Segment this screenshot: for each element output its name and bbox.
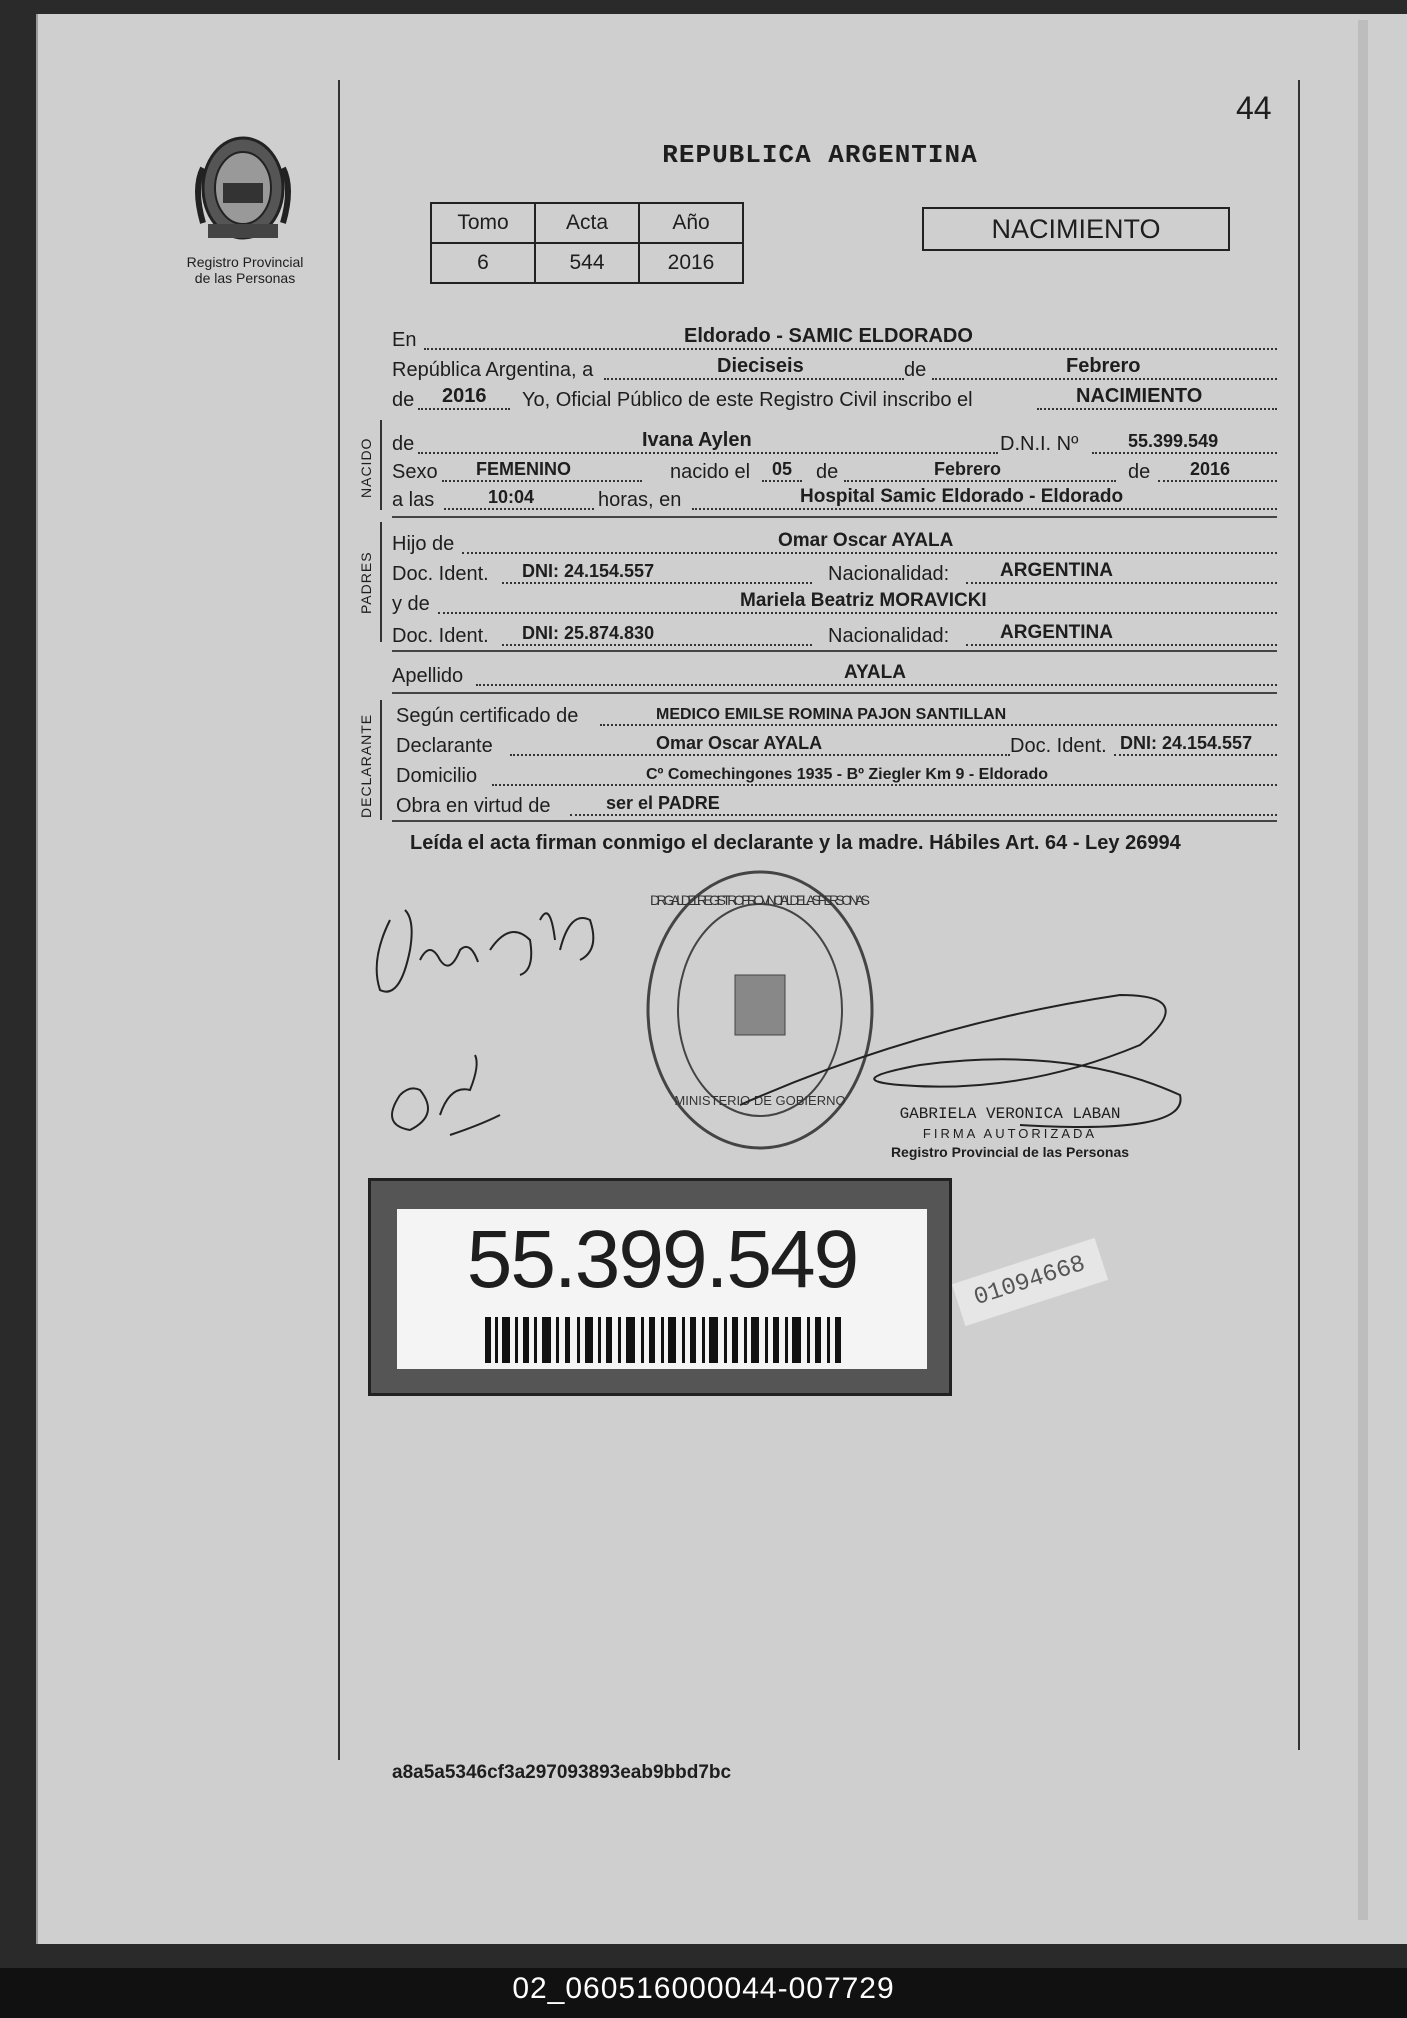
value-mes-nacimiento: Febrero — [934, 459, 1002, 479]
footer-code: 02_060516000044-007729 — [512, 1972, 895, 2005]
value-obra-en-virtud: ser el PADRE — [606, 793, 720, 813]
value-nombre: Ivana Aylen — [642, 429, 752, 451]
label-de-2: de — [392, 389, 415, 411]
label-obra-en-virtud: Obra en virtud de — [396, 795, 551, 817]
value-declarante: Omar Oscar AYALA — [656, 733, 823, 753]
caption-line-2: de las Personas — [194, 270, 296, 286]
value-anio-inscripcion: 2016 — [442, 385, 487, 407]
label-nacionalidad: Nacionalidad: — [828, 563, 950, 585]
row-hora — [392, 484, 1277, 514]
row-madre-doc — [392, 620, 1277, 650]
provincia-misiones-seal-icon — [188, 128, 298, 248]
value-padre-doc: DNI: 24.154.557 — [522, 561, 655, 581]
label-apellido: Apellido — [392, 665, 464, 687]
row-declarante — [392, 730, 1277, 760]
signer-block — [860, 1105, 1160, 1162]
label-de-4: de — [816, 461, 839, 483]
value-lugar-nacimiento: Hospital Samic Eldorado - Eldorado — [800, 486, 1124, 507]
value-padre: Omar Oscar AYALA — [778, 530, 954, 551]
row-anio — [392, 384, 1277, 414]
value-lugar: Eldorado - SAMIC ELDORADO — [684, 325, 973, 347]
label-de-5: de — [1128, 461, 1151, 483]
header-anio: Año — [639, 203, 743, 243]
label-a-las: a las — [392, 489, 435, 511]
divider-4 — [392, 820, 1277, 822]
label-nacido-el: nacido el — [670, 461, 751, 483]
value-dia-inscripcion: Dieciseis — [717, 355, 804, 377]
value-certificado: MEDICO EMILSE ROMINA PAJON SANTILLAN — [656, 706, 1007, 723]
header-acta: Acta — [535, 203, 639, 243]
nacido-bracket — [380, 420, 382, 510]
value-tomo: 6 — [431, 243, 535, 283]
label-y-de: y de — [392, 593, 430, 615]
document-hash: a8a5a5346cf3a297093893eab9bbd7bc — [392, 1762, 732, 1783]
value-padre-nacionalidad: ARGENTINA — [1000, 560, 1113, 581]
side-label-declarante: DECLARANTE — [358, 713, 374, 818]
record-type-box: NACIMIENTO — [922, 207, 1230, 251]
signature-madre — [380, 1045, 510, 1145]
label-doc-ident: Doc. Ident. — [392, 563, 489, 585]
label-en: En — [392, 329, 417, 351]
row-en — [392, 324, 1277, 354]
value-anio-nacimiento: 2016 — [1190, 459, 1231, 479]
value-apellido: AYALA — [844, 662, 906, 683]
value-madre-doc: DNI: 25.874.830 — [522, 623, 655, 643]
value-domicilio: Cº Comechingones 1935 - Bº Ziegler Km 9 - Eldorado — [646, 766, 1048, 783]
row-padre — [392, 528, 1277, 558]
value-anio: 2016 — [639, 243, 743, 283]
value-sexo: FEMENINO — [476, 459, 572, 479]
label-hijo-de: Hijo de — [392, 533, 455, 555]
label-segun-certificado: Según certificado de — [396, 705, 579, 727]
label-sexo: Sexo — [392, 461, 438, 483]
row-domicilio — [392, 760, 1277, 790]
value-dia-nacimiento: 05 — [772, 459, 793, 479]
value-hora: 10:04 — [488, 487, 535, 507]
value-mes-inscripcion: Febrero — [1066, 355, 1141, 377]
declarante-bracket — [380, 700, 382, 820]
barcode-number: 55.399.549 — [466, 1214, 858, 1305]
stamp-inner-text: MINISTERIO DE GOBIERNO — [674, 1093, 846, 1108]
row-madre — [392, 588, 1277, 618]
registry-table — [430, 202, 744, 284]
header-tomo: Tomo — [431, 203, 535, 243]
label-domicilio: Domicilio — [396, 765, 478, 787]
label-republica: República Argentina, a — [392, 359, 594, 381]
signer-role: FIRMA AUTORIZADA — [922, 1126, 1098, 1141]
label-de-3: de — [392, 433, 415, 455]
row-apellido — [392, 660, 1277, 690]
signature-declarante — [360, 880, 630, 1010]
registry-caption — [170, 254, 320, 286]
stamp-number: 01094668 — [952, 1238, 1108, 1326]
row-nombre — [392, 428, 1277, 458]
label-yo-oficial: Yo, Oficial Público de este Registro Civil inscribo el — [522, 389, 973, 411]
row-republica — [392, 354, 1277, 384]
signer-name: GABRIELA VERONICA LABAN — [899, 1105, 1121, 1123]
left-margin-line — [338, 80, 340, 1760]
value-declarante-doc: DNI: 24.154.557 — [1120, 733, 1253, 753]
row-sexo — [392, 456, 1277, 486]
side-label-nacido: NACIDO — [358, 437, 374, 498]
value-madre: Mariela Beatriz MORAVICKI — [740, 590, 987, 611]
value-acta: 544 — [535, 243, 639, 283]
row-certificado — [392, 700, 1277, 730]
label-doc-ident-3: Doc. Ident. — [1010, 735, 1107, 757]
barcode-label — [397, 1209, 927, 1369]
signer-office: Registro Provincial de las Personas — [890, 1144, 1130, 1160]
label-horas-en: horas, en — [598, 489, 682, 511]
label-doc-ident-2: Doc. Ident. — [392, 625, 489, 647]
barcode-icon — [485, 1317, 841, 1363]
page-edge — [1358, 20, 1368, 1920]
row-obra-en-virtud — [392, 790, 1277, 820]
label-de: de — [904, 359, 927, 381]
label-nacionalidad-2: Nacionalidad: — [828, 625, 950, 647]
barcode-panel — [368, 1178, 952, 1396]
row-padre-doc — [392, 558, 1277, 588]
value-madre-nacionalidad: ARGENTINA — [1000, 622, 1113, 643]
side-label-padres: PADRES — [358, 551, 374, 614]
divider-1 — [392, 516, 1277, 518]
stamp-ring-text: DR. G. AL. DEL REGISTRO PROVINCIAL DE LAS PERSONAS — [650, 892, 870, 908]
value-dni: 55.399.549 — [1128, 431, 1219, 451]
closing-note: Leída el acta firman conmigo el declarante y la madre. Hábiles Art. 64 - Ley 26994 — [410, 832, 1181, 854]
page-title: REPUBLICA ARGENTINA — [662, 140, 978, 170]
right-margin-line — [1298, 80, 1300, 1750]
divider-3 — [392, 692, 1277, 694]
divider-2 — [392, 650, 1277, 652]
label-dni: D.N.I. Nº — [1000, 433, 1079, 455]
padres-bracket — [380, 522, 382, 642]
caption-line-1: Registro Provincial — [186, 254, 304, 270]
label-declarante: Declarante — [396, 735, 493, 757]
value-acto: NACIMIENTO — [1076, 385, 1203, 407]
page-number: 44 — [1236, 90, 1272, 126]
